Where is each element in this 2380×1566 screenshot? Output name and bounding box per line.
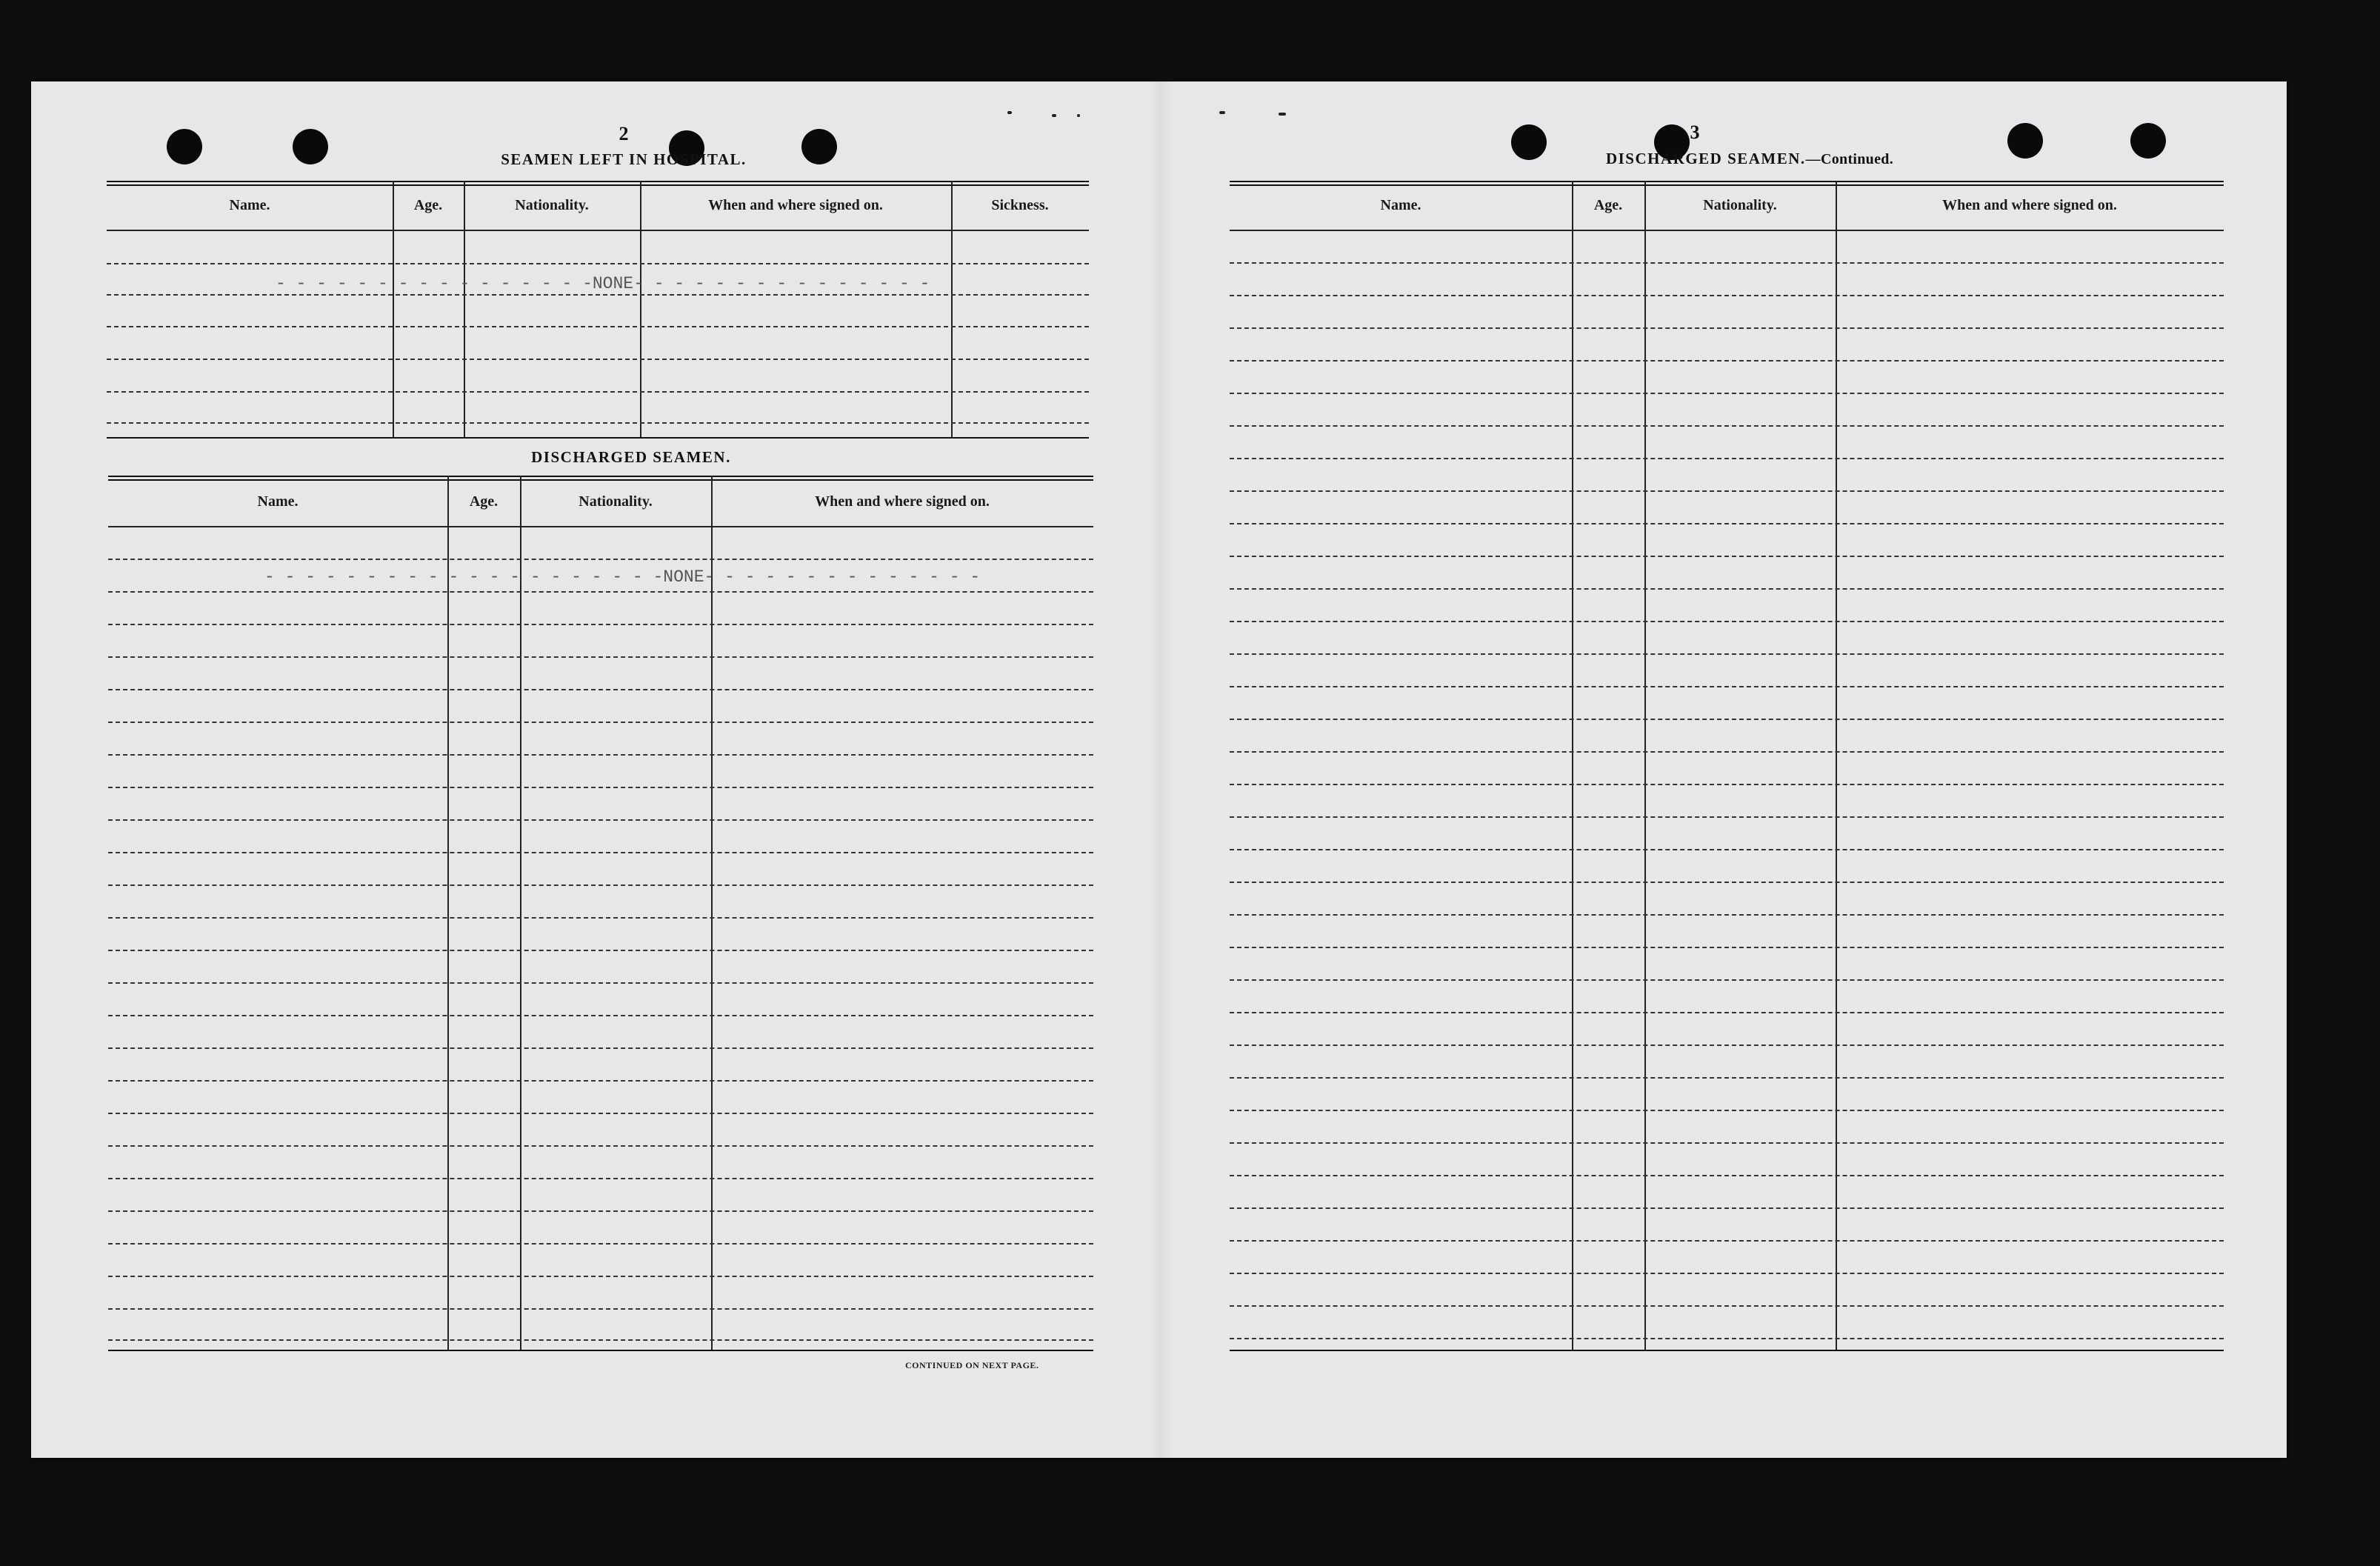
col-header-signed-on: When and where signed on. [708,197,883,213]
col-header-age: Age. [1593,197,1623,213]
row-line [108,819,1093,821]
speck [1219,111,1225,114]
header-rule [1230,230,2224,231]
row-line [1230,816,2224,818]
speck [1052,114,1056,117]
punch-hole [2007,123,2043,159]
row-line [108,787,1093,788]
column-divider [393,181,394,439]
table-top-rule [107,181,1089,186]
stamp-dashes: - - - - - - - - - - - - - - [704,567,981,587]
row-line [1230,1240,2224,1242]
header-rule [107,230,1089,231]
discharged-section-title: DISCHARGED SEAMEN. [531,448,731,466]
row-line [1230,360,2224,361]
row-line [108,559,1093,560]
table-bottom-rule [1230,1350,2224,1351]
row-line [1230,947,2224,948]
stamp-dashes: - - - - - - - - - - - - - - - - - - - - [264,567,664,587]
speck [1007,111,1012,114]
page-number-right: 3 [1690,121,1700,143]
row-line [107,263,1089,264]
table-top-rule [108,476,1093,481]
row-line [1230,262,2224,264]
col-header-nationality: Nationality. [515,197,589,213]
column-divider [447,476,449,1351]
row-line [1230,393,2224,394]
row-line [1230,327,2224,329]
row-line [107,391,1089,393]
row-line [108,624,1093,625]
row-line [1230,882,2224,883]
row-line [1230,1338,2224,1339]
col-header-sickness: Sickness. [991,197,1049,213]
row-line [1230,490,2224,492]
row-line [107,359,1089,360]
row-line [108,722,1093,723]
row-line [108,1113,1093,1114]
discharged-continued-title [1498,150,2001,168]
row-line [1230,1305,2224,1307]
speck [1279,113,1286,116]
hospital-section-title: SEAMEN LEFT IN HOSPITAL. [501,150,747,168]
discharged-table-right [1230,181,2224,1351]
row-line [107,294,1089,296]
row-line [1230,686,2224,687]
row-line [108,1145,1093,1147]
row-line [108,1339,1093,1341]
row-line [108,917,1093,919]
row-line [108,1047,1093,1049]
row-line [108,1080,1093,1082]
col-header-signed-on: When and where signed on. [815,493,990,510]
row-line [108,1210,1093,1212]
row-line [1230,1142,2224,1144]
col-header-name: Name. [229,197,270,213]
row-line [107,326,1089,327]
row-line [1230,784,2224,785]
row-line [1230,1273,2224,1274]
column-divider [640,181,641,439]
row-line [1230,1044,2224,1046]
ledger-sheet [31,81,2287,1458]
table-bottom-rule [107,437,1089,439]
row-line [1230,1175,2224,1176]
row-line [1230,621,2224,622]
row-line [108,591,1093,593]
row-line [1230,1012,2224,1013]
table-top-rule [1230,181,2224,186]
none-stamp-hospital [276,274,930,293]
row-line [1230,653,2224,655]
page-fold [1150,81,1172,1458]
row-line [108,1178,1093,1179]
row-line [108,1308,1093,1310]
header-rule [108,526,1093,527]
column-divider [464,181,465,439]
continued-footer: CONTINUED ON NEXT PAGE. [905,1360,1039,1370]
row-line [1230,979,2224,981]
column-divider [711,476,713,1351]
row-line [1230,849,2224,850]
punch-hole [293,129,328,164]
row-line [1230,914,2224,916]
table-bottom-rule [108,1350,1093,1351]
row-line [108,754,1093,756]
col-header-nationality: Nationality. [1703,197,1777,213]
row-line [1230,1110,2224,1111]
stamp-text: NONE [663,567,704,587]
row-line [108,884,1093,886]
row-line [1230,425,2224,427]
col-header-nationality: Nationality. [579,493,653,510]
row-line [108,982,1093,984]
row-line [1230,458,2224,459]
stamp-dashes: - - - - - - - - - - - - - - - [633,274,930,293]
row-line [1230,751,2224,753]
punch-hole [167,129,202,164]
title-continued: —Continued. [1805,151,1894,167]
punch-hole [2130,123,2166,159]
row-line [108,950,1093,951]
hospital-table [107,181,1089,439]
discharged-table-left [108,476,1093,1351]
stamp-dashes: - - - - - - - - - - - - - - - - [276,274,593,293]
row-line [108,1243,1093,1245]
col-header-age: Age. [469,493,499,510]
row-line [108,1015,1093,1016]
col-header-age: Age. [413,197,443,213]
row-line [108,656,1093,658]
row-line [1230,1207,2224,1209]
row-line [1230,1077,2224,1079]
column-divider [951,181,953,439]
row-line [1230,719,2224,720]
row-line [107,422,1089,424]
stamp-text: NONE [592,274,634,293]
row-line [1230,588,2224,590]
speck [1077,114,1080,117]
row-line [108,689,1093,690]
row-line [108,852,1093,853]
col-header-name: Name. [1380,197,1421,213]
row-line [1230,556,2224,557]
col-header-name: Name. [257,493,299,510]
row-line [108,1276,1093,1277]
col-header-signed-on: When and where signed on. [1942,197,2117,213]
none-stamp-discharged [264,567,980,587]
row-line [1230,295,2224,296]
column-divider [520,476,521,1351]
title-main: DISCHARGED SEAMEN. [1605,150,1806,167]
row-line [1230,523,2224,524]
page-number-left: 2 [619,123,629,144]
